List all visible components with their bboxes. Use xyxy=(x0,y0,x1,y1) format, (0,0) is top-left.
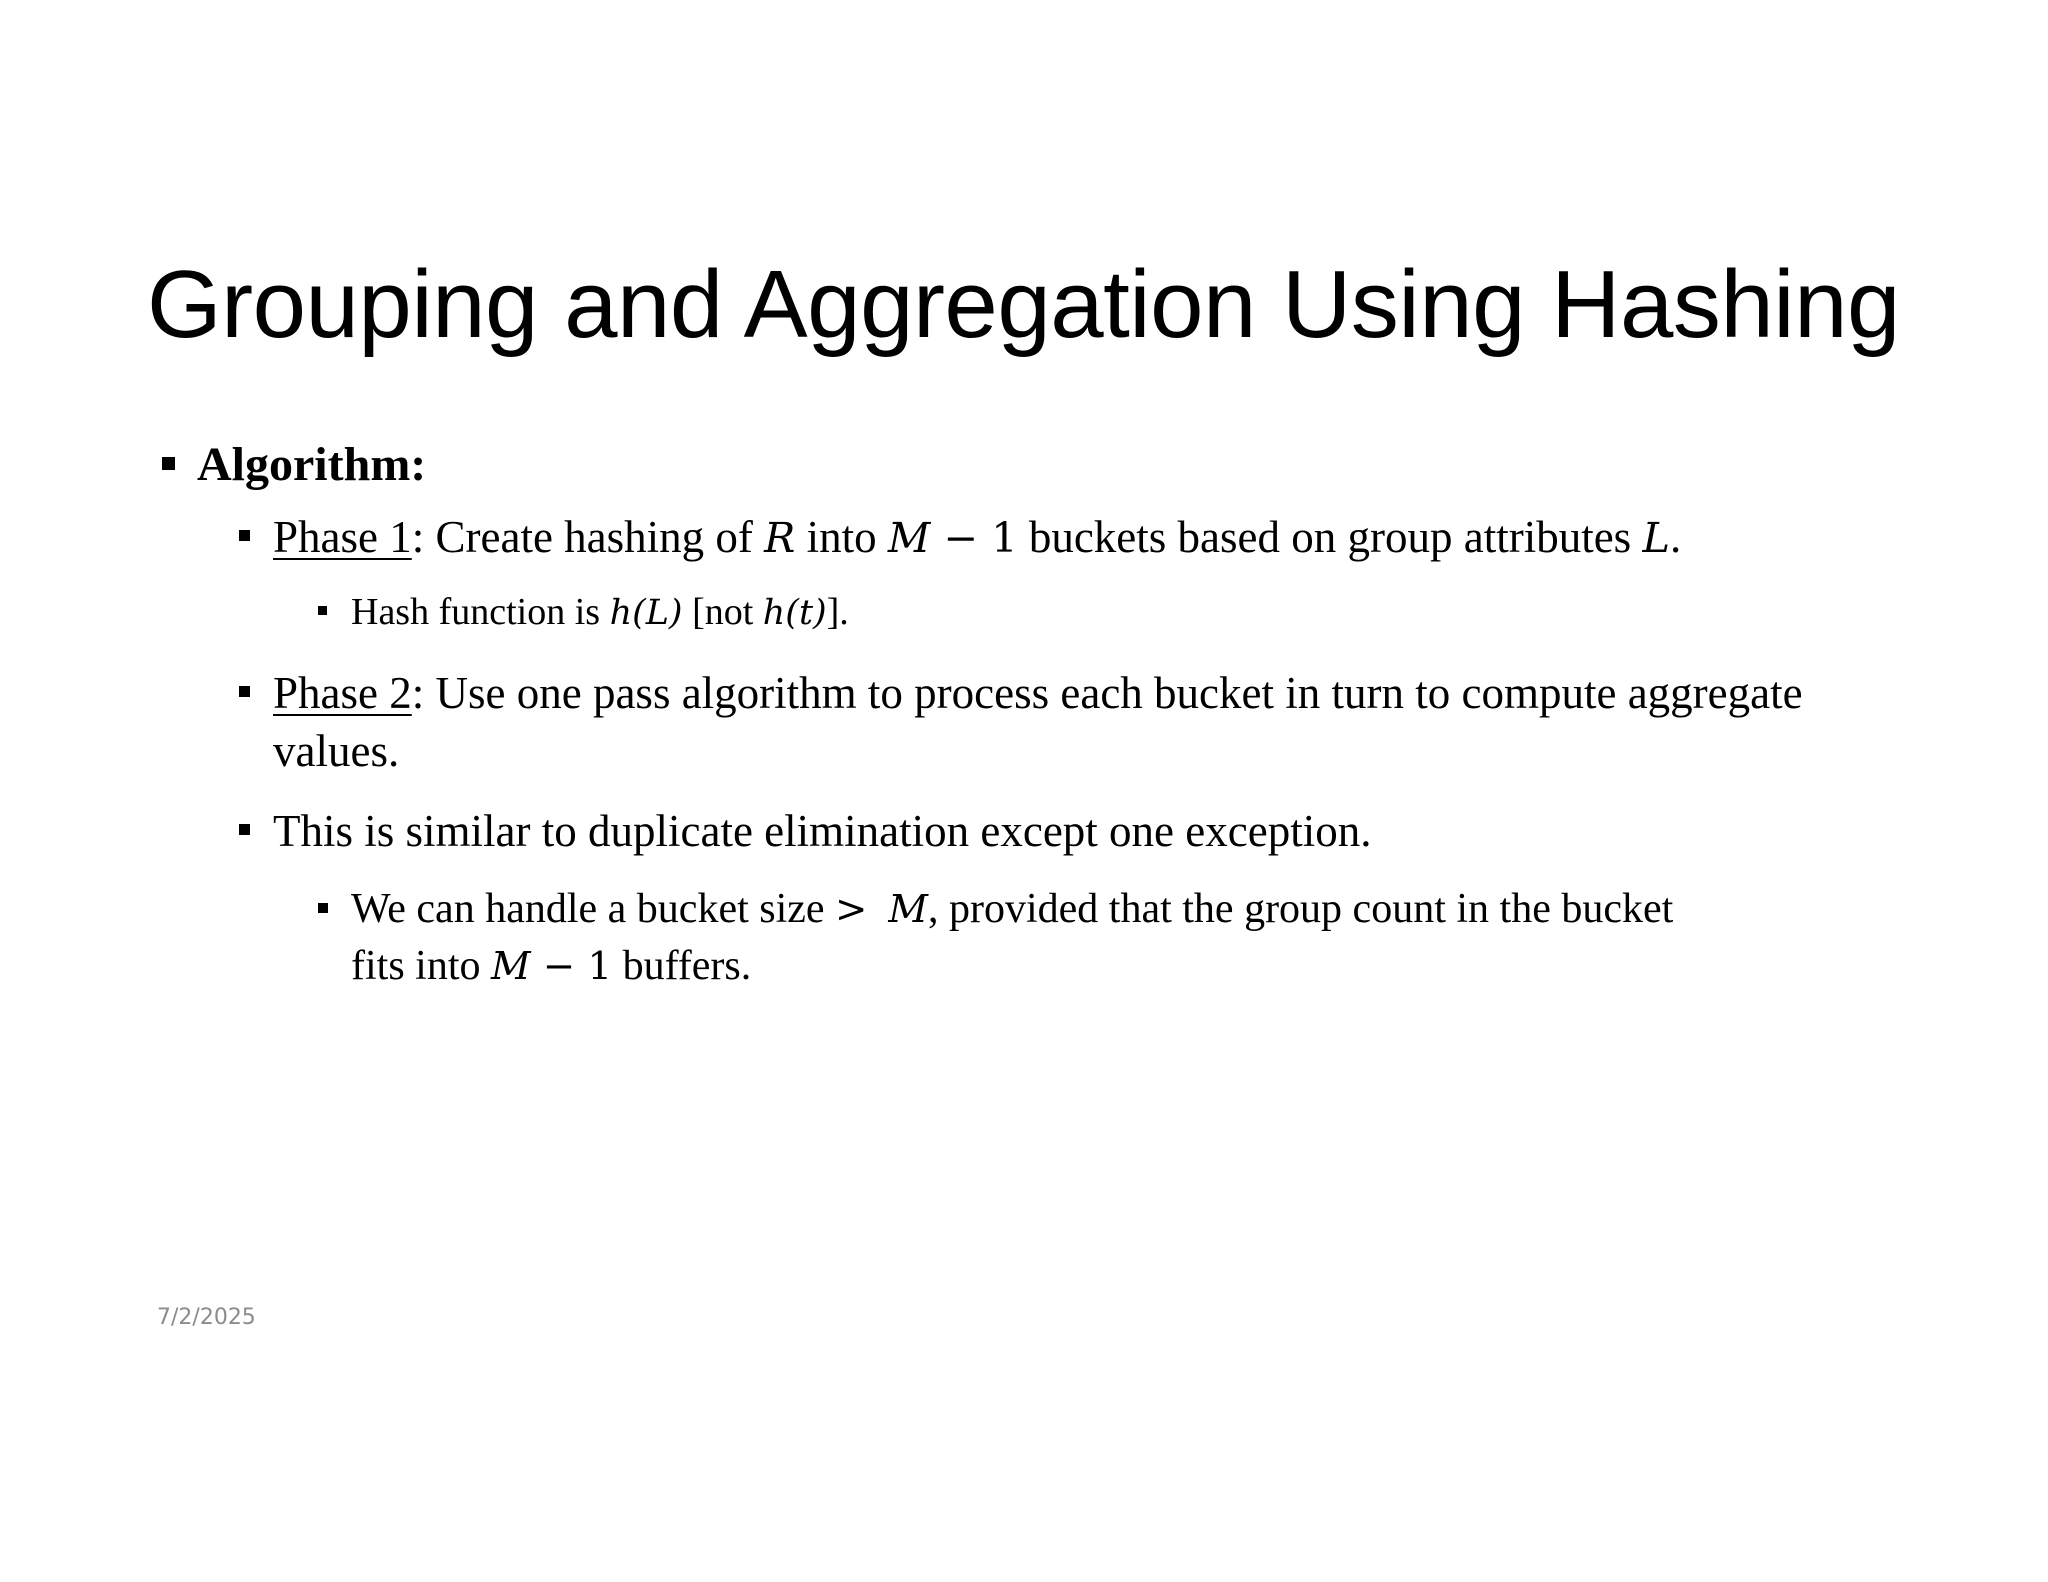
phase1-into: into xyxy=(795,512,888,562)
phase1-label: Phase 1 xyxy=(273,512,412,562)
math-ht: h(t) xyxy=(762,593,827,633)
bucket-note-post: , provided that the group count in the bucket xyxy=(927,886,1674,932)
phase1-post: buckets based on group attributes xyxy=(1017,512,1643,562)
phase2-text: : Use one pass algorithm to process each bucket in turn to compute aggregate xyxy=(411,668,1803,718)
math-M: M xyxy=(887,514,931,562)
bucket-note-line2-pre: fits into xyxy=(351,943,492,989)
bucket-note-line2-post: buffers. xyxy=(612,943,752,989)
hash-function-end: ]. xyxy=(826,591,849,633)
slide-title: Grouping and Aggregation Using Hashing xyxy=(147,251,1900,358)
bucket-note-text: We can handle a bucket size xyxy=(351,886,836,932)
math-minus-one: − 1 xyxy=(530,944,613,989)
math-R: R xyxy=(764,514,796,562)
phase1-end: . xyxy=(1669,512,1682,562)
math-hL: h(L) xyxy=(609,593,683,633)
bullet-square-icon xyxy=(318,606,327,615)
similar-item: This is similar to duplicate elimination except one exception. xyxy=(273,806,1372,856)
bullet-square-icon xyxy=(318,903,328,913)
bullet-square-icon xyxy=(239,686,250,697)
phase2-label: Phase 2 xyxy=(273,668,412,718)
bucket-note-item xyxy=(351,881,1673,938)
math-M: M xyxy=(888,887,928,932)
hash-function-text: Hash function is xyxy=(351,591,610,633)
math-M: M xyxy=(491,944,531,989)
phase1-text: : Create hashing of xyxy=(411,512,765,562)
bullet-square-icon xyxy=(239,530,250,541)
math-L: L xyxy=(1642,514,1670,562)
hash-function-item xyxy=(351,587,849,638)
slide-date: 7/2/2025 xyxy=(157,1305,256,1330)
bullet-square-icon xyxy=(239,824,250,835)
phase2-item xyxy=(273,665,1803,721)
math-minus-one: − 1 xyxy=(930,514,1018,562)
bullet-square-icon xyxy=(162,457,175,470)
algorithm-heading: Algorithm: xyxy=(197,438,427,491)
math-gt: > xyxy=(835,887,868,932)
phase2-continuation: values. xyxy=(273,726,400,776)
phase1-item xyxy=(273,509,1681,566)
bucket-note-continuation xyxy=(351,938,751,995)
hash-function-mid: [not xyxy=(682,591,763,633)
